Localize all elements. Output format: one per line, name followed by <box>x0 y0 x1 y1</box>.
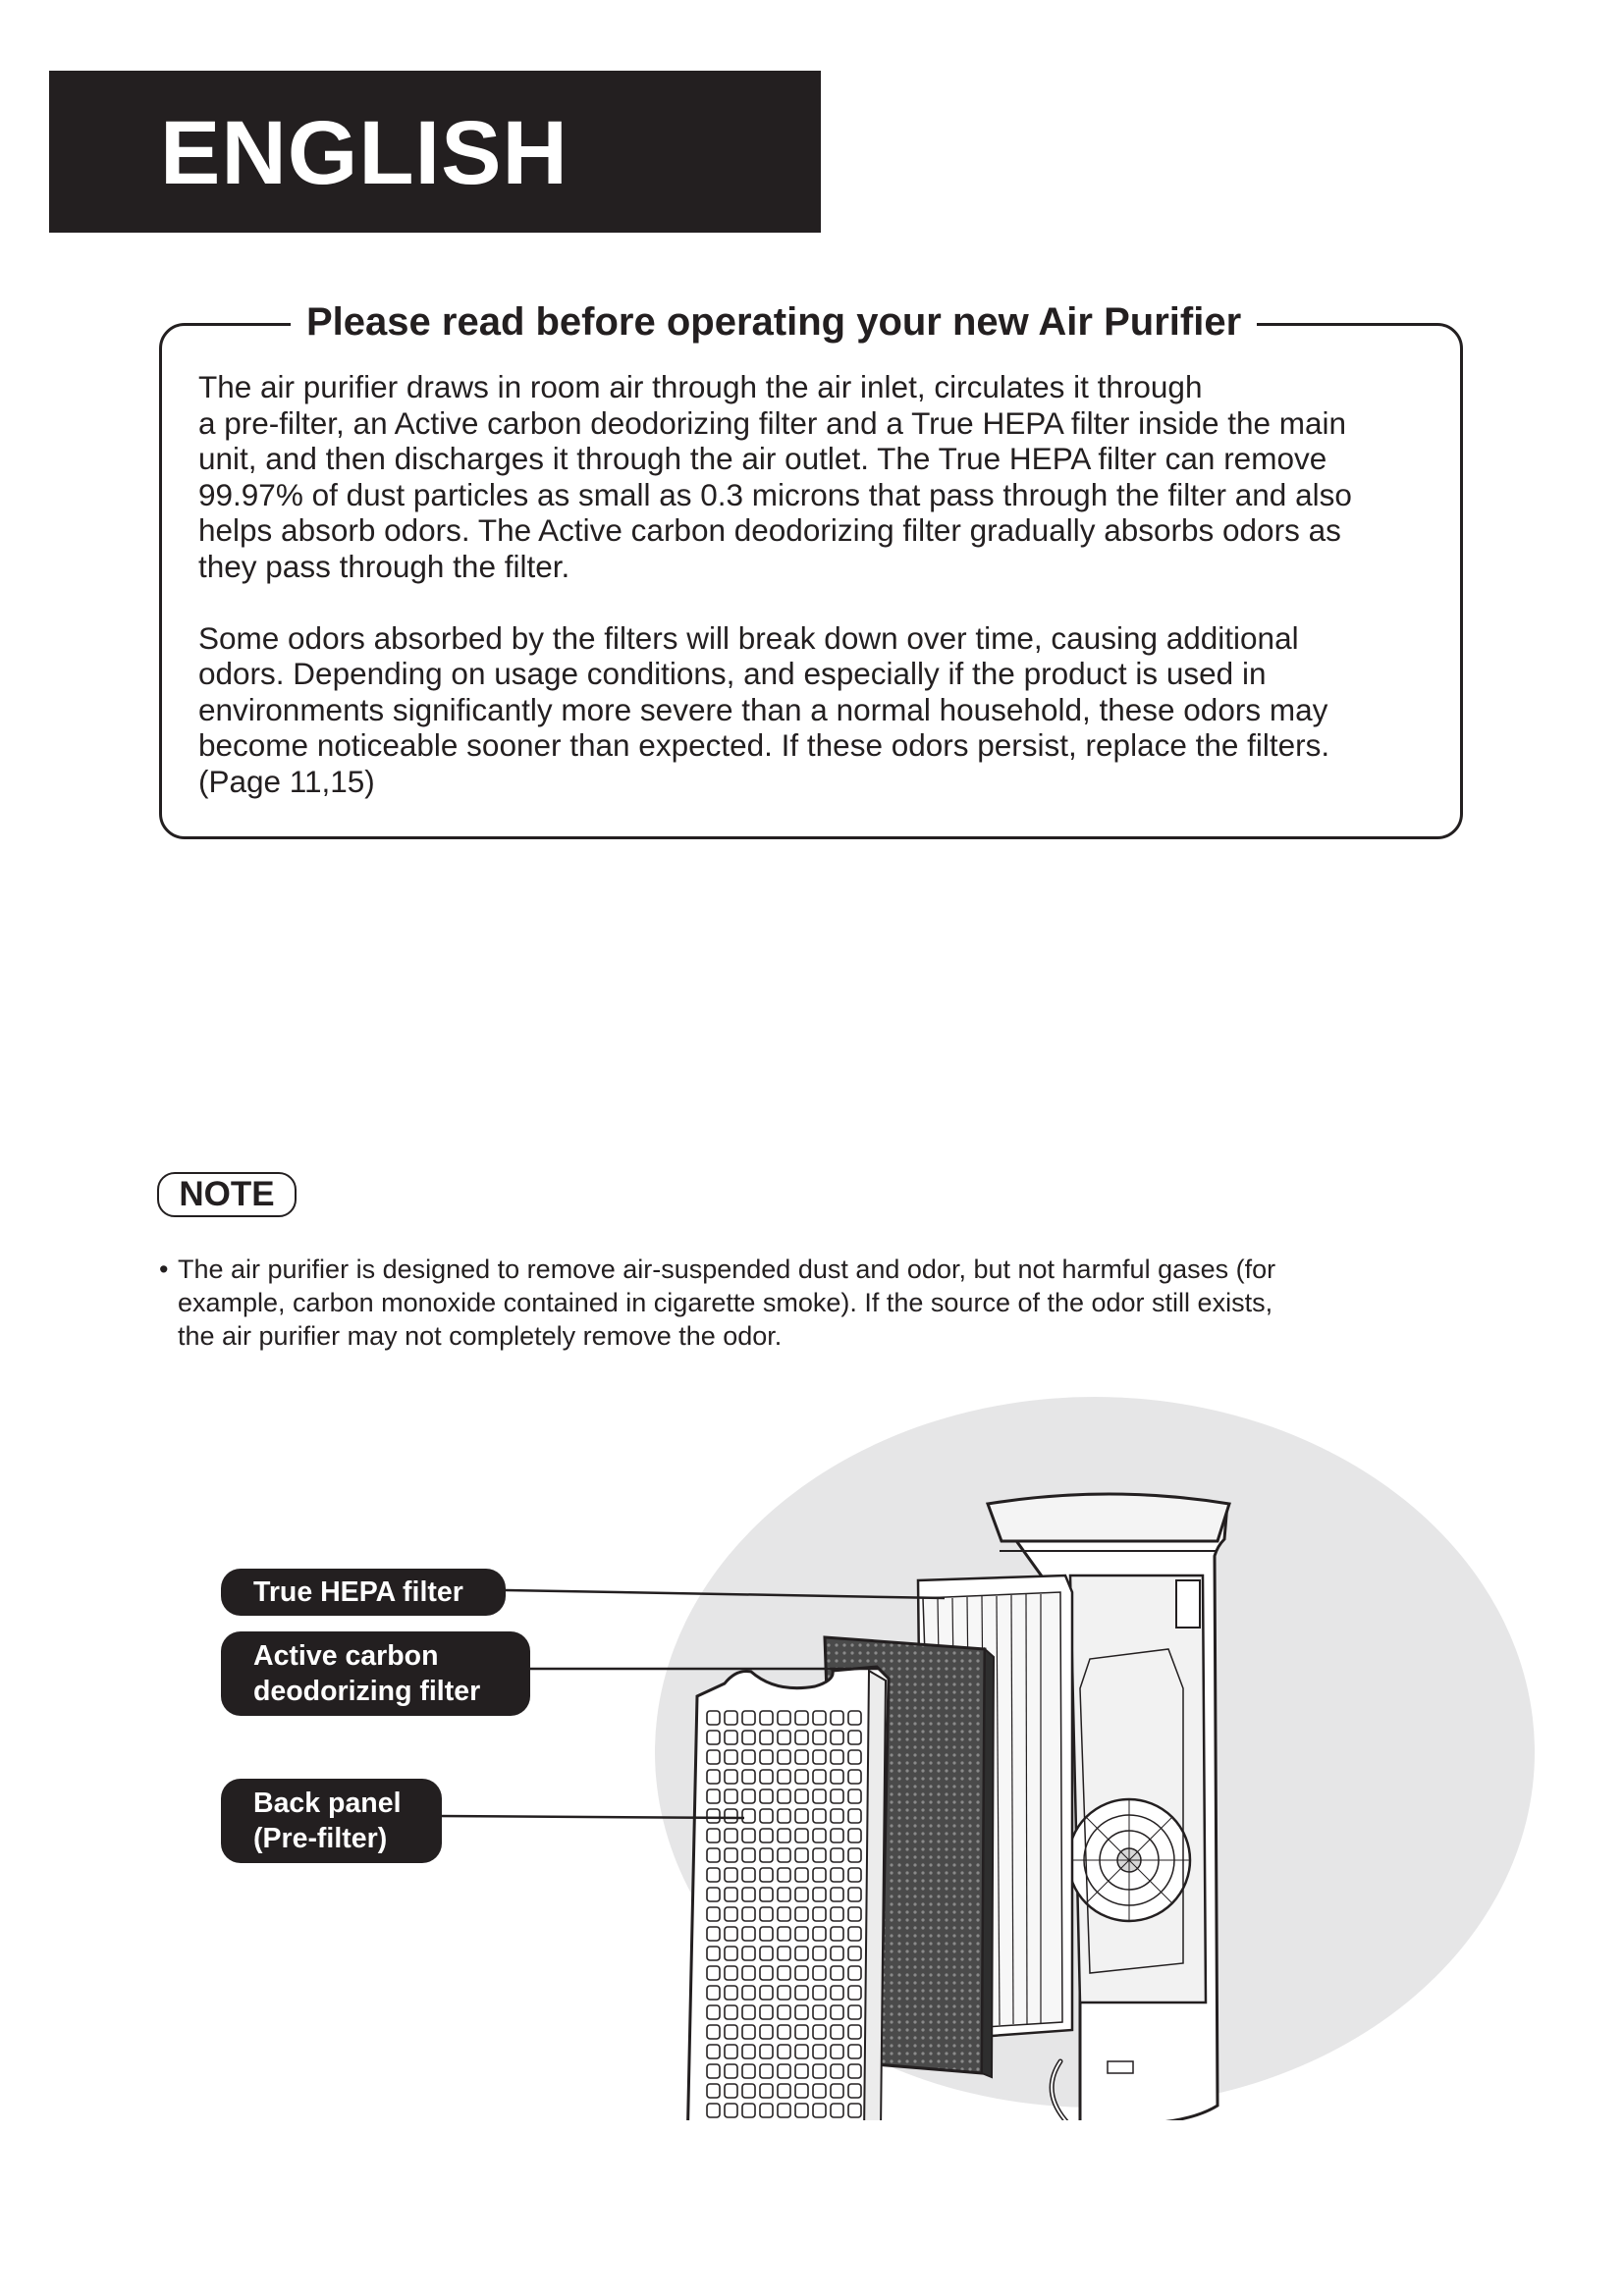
hepa-filter-label: True HEPA filter <box>221 1569 506 1616</box>
back-panel <box>687 1667 889 2120</box>
language-banner <box>49 71 821 233</box>
note-text: • The air purifier is designed to remove air-suspended dust and odor, but not harmful gases (for example, carbon monoxide contained in cigarette smoke). If the source of the odor still exists, the air purifier may not completely remove the odor. <box>165 1253 1454 1353</box>
info-paragraph: The air purifier draws in room air through the air inlet, circulates it through a pre-filter, an Active carbon deodorizing filter and a True HEPA filter inside the main unit, and then discharges it through the air outlet. The True HEPA filter can remove 99.97% of dust particles as small as 0.3 microns that pass through the filter and also helps absorb odors. The Active carbon deodorizing filter gradually absorbs odors as they pass through the filter. <box>198 369 1352 584</box>
info-box-body <box>198 369 1445 800</box>
back-panel-label: Back panel (Pre-filter) <box>221 1779 442 1863</box>
carbon-filter-label: Active carbon deodorizing filter <box>221 1631 530 1716</box>
note-badge: NOTE <box>157 1172 297 1217</box>
language-label: ENGLISH <box>160 103 568 203</box>
info-paragraph: Some odors absorbed by the filters will break down over time, causing additional odors. Depending on usage conditions, and especially if the product is used in environments significantly more severe than a normal household, these odors may become noticeable sooner than expected. If these odors persist, replace the filters. (Page 11,15) <box>198 619 1330 799</box>
air-purifier-exploded-illustration <box>0 1374 1624 2120</box>
filter-diagram <box>0 1374 1624 2120</box>
info-box-title: Please read before operating your new Air Purifier <box>291 294 1257 349</box>
